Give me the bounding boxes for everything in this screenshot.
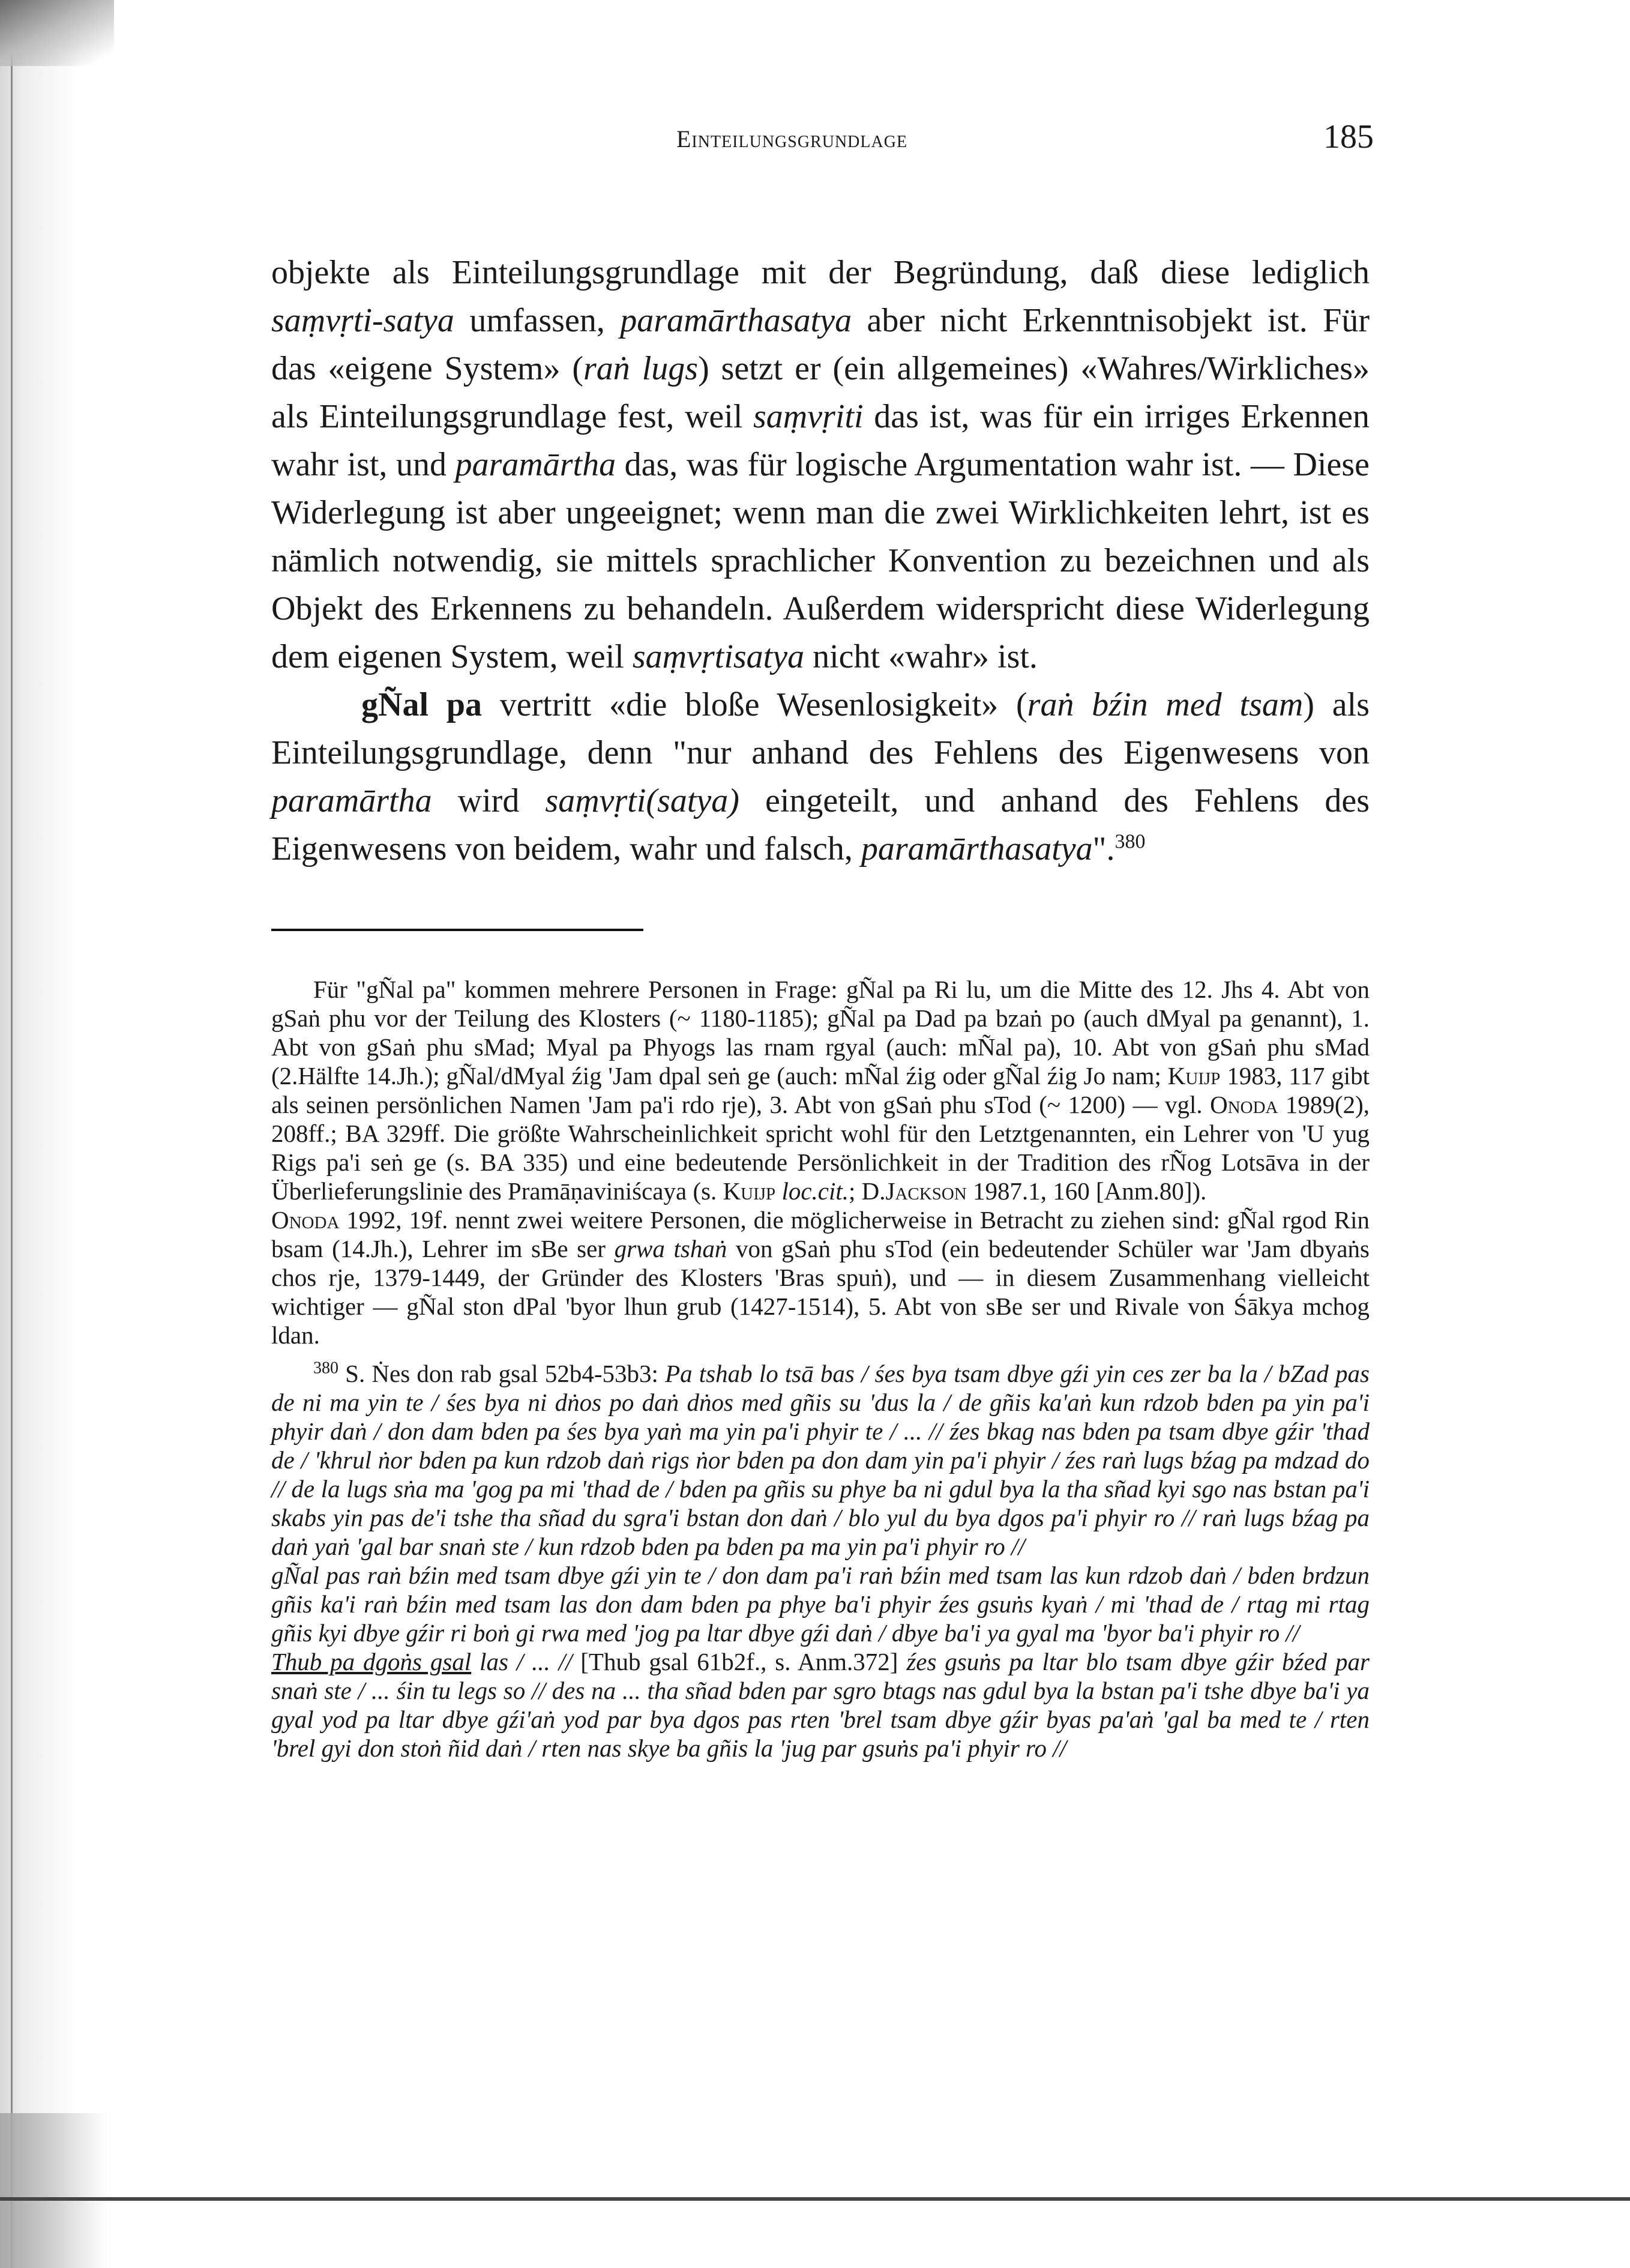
text-run: ". — [1092, 830, 1115, 867]
text-run: Kuijp — [723, 1177, 776, 1205]
running-head: Einteilungsgrundlage — [676, 125, 908, 152]
text-run: saṃvṛti-satya — [271, 302, 454, 339]
text-run: paramārthasatya — [620, 302, 852, 339]
text-run: 1983, 117 gibt als seinen persönlichen Namen 'Jam pa'i rdo rje), 3. Abt von gSaṅ phu sTod (~ 1200) — vgl. — [271, 1062, 1370, 1118]
text-run: ) als Einteilungsgrundlage, denn "nur anhand des Fehlens des Eigenwesens von — [271, 686, 1370, 771]
text-run: das, was für logische Argumentation wahr ist. — Diese Widerlegung ist aber ungeeignet; wenn man die zwei Wirklichkeiten lehrt, ist es nämlich notwendig, sie mittels sprachlicher Konvention zu bezeichnen und als Objekt des Erkennens zu behandeln. Außerdem widerspricht diese Widerlegung dem eigenen System, weil — [271, 446, 1370, 675]
text-run: aber nicht Erkenntnisobjekt ist. Für das «eigene System» ( — [271, 302, 1370, 387]
text-run: paramārtha — [271, 782, 432, 819]
footnote-separator — [271, 929, 643, 931]
scan-bottom-edge — [0, 2197, 1630, 2201]
footnote-379-part-1 — [271, 975, 1370, 1205]
text-run: wird — [432, 782, 546, 819]
text-run: saṃvṛti(satya) — [545, 782, 739, 819]
text-run — [775, 1177, 781, 1205]
text-run: las / ... // — [471, 1648, 573, 1675]
text-run: eingeteilt, und anhand des Fehlens des Eigenwesens von beidem, wahr und falsch, — [271, 782, 1370, 867]
footnote-379-part-2 — [271, 1205, 1370, 1350]
text-run: Onoda — [271, 1206, 340, 1234]
text-run: 1989(2), 208ff.; BA 329ff. Die größte Wahrscheinlichkeit spricht wohl für den Letztgenannten, ein Lehrer von 'U yug Rigs pa'i seṅ ge (s. BA 335) und eine bedeutende Persönlichkeit in der Tradition des rÑog Lotsāva in der Überlieferungslinie des Pramāṇaviniścaya (s. — [271, 1091, 1370, 1205]
text-run: raṅ bźin med tsam — [1027, 686, 1304, 723]
body-paragraph-1 — [271, 249, 1370, 681]
text-run: Kuijp — [1167, 1062, 1221, 1090]
text-run: ; D. — [849, 1177, 886, 1205]
text-run: vertritt «die bloße Wesenlosigkeit» ( — [481, 686, 1027, 723]
text-run: objekte als Einteilungsgrundlage mit der Begründung, daß diese lediglich — [271, 254, 1370, 291]
footnote-380-text — [271, 1360, 1370, 1560]
text-run: saṃvṛiti — [753, 398, 864, 435]
footnote-ref-380[interactable]: 380 — [1114, 830, 1146, 853]
text-run: das ist, was für ein irriges Erkennen wahr ist, und — [271, 398, 1370, 483]
text-run: grwa tshaṅ — [614, 1235, 727, 1262]
text-run: Pa tshab lo tsā bas / śes bya tsam dbye gźi yin ces zer ba la / bZad pas de ni ma yin te / śes bya ni dṅos po daṅ dṅos med gñis su 'dus la / de gñis ka'aṅ kun rdzob bden pa yin pa'i phyir daṅ / don dam bden pa śes bya yaṅ ma yin pa'i phyir te / ... // źes bkag nas bden pa tsam dbye gźir 'thad de / 'khrul ṅor bden pa kun rdzob daṅ rigs ṅor bden pa don dam yin pa'i phyir / źes raṅ lugs bźag pa mdzad do // de la lugs sṅa ma 'gog pa mi 'thad de / bden pa gñis su phye ba ni gdul bya la tha sñad kyi sgo nas bstan pa'i skabs yin pas de'i tshe tha sñad du sgra'i bstan don daṅ / blo yul du bya dgos pa'i phyir ro // raṅ lugs bźag pa daṅ yaṅ 'gal bar snaṅ ste / kun rdzob bden pa bden pa ma yin pa'i phyir ro // — [271, 1360, 1370, 1560]
text-run: S. Ṅes don rab gsal 52b4-53b3: — [338, 1360, 666, 1387]
text-run: Für "gÑal pa" kommen mehrere Personen in Frage: gÑal pa Ri lu, um die Mitte des 12. Jhs 4. Abt von gSaṅ phu vor der Teilung des Klosters (~ 1180-1185); gÑal pa Dad pa bzaṅ po (auch dMyal pa genannt), 1. Abt von gSaṅ phu sMad; Myal pa Phyogs las rnam rgyal (auch: mÑal pa), 10. Abt von gSaṅ phu sMad (2.Hälfte 14.Jh.); gÑal/dMyal źig 'Jam dpal seṅ ge (auch: mÑal źig oder gÑal źig Jo nam; — [271, 976, 1370, 1090]
text-run: saṃvṛtisatya — [632, 638, 805, 675]
footnote-380-part-2: gÑal pas raṅ bźin med tsam dbye gźi yin te / don dam pa'i raṅ bźin med tsam las kun rdzob daṅ / bden brdzun gñis ka'i raṅ bźin med tsam las don dam bden pa phye ba'i phyir źes gsuṅs kyaṅ / mi 'thad de / rtag mi rtag gñis kyi dbye gźir ri boṅ gi rwa med 'jog pa ltar dbye gźi daṅ / dbye ba'i ya gyal ma 'byor ba'i phyir ro // — [271, 1561, 1370, 1647]
scan-binding-line — [11, 0, 13, 2268]
footnote-380-part-1 — [271, 1359, 1370, 1561]
scan-shadow-bottom — [0, 2113, 108, 2268]
text-run: Onoda — [1210, 1091, 1278, 1118]
text-run: 1992, 19f. nennt zwei weitere Personen, die möglicherweise in Betracht zu ziehen sind: gÑal rgod Rin bsam (14.Jh.), Lehrer im sBe ser — [271, 1206, 1370, 1262]
footnote-380-part-3 — [271, 1647, 1370, 1763]
text-run: umfassen, — [454, 302, 621, 339]
text-run: Jackson — [885, 1177, 967, 1205]
body-paragraph-2 — [271, 681, 1370, 873]
text-run: ) setzt er (ein allgemeines) «Wahres/Wirkliches» als Einteilungsgrundlage fest, weil — [271, 350, 1370, 435]
text-run: gÑal pa — [361, 686, 482, 723]
text-run: von gSaṅ phu sTod (ein bedeutender Schüler war 'Jam dbyaṅs chos rje, 1379-1449, der Gründer des Klosters 'Bras spuṅ), und — in diesem Zusammenhang vielleicht wichtiger — gÑal ston dPal 'byor lhun grub (1427-1514), 5. Abt von sBe ser und Rivale von Śākya mchog ldan. — [271, 1235, 1370, 1349]
footnote-number-380: 380 — [313, 1359, 338, 1378]
main-text — [271, 249, 1370, 873]
scan-shadow-top — [0, 0, 114, 66]
text-run: nicht «wahr» ist. — [804, 638, 1038, 675]
text-run: paramārtha — [455, 446, 616, 483]
text-run: Thub pa dgoṅs gsal — [271, 1648, 472, 1675]
text-run: raṅ lugs — [583, 350, 699, 387]
text-run: paramārthasatya — [861, 830, 1093, 867]
text-run: loc.cit. — [781, 1177, 849, 1205]
page-number: 185 — [1323, 118, 1374, 155]
text-run: [Thub gsal 61b2f., s. Anm.372] — [572, 1648, 907, 1675]
text-run: 1987.1, 160 [Anm.80]). — [966, 1177, 1207, 1205]
text-run: źes gsuṅs pa ltar blo tsam dbye gźir bźed par snaṅ ste / ... śin tu legs so // des na ... tha sñad bden par sgro btags nas gdul bya la bstan pa'i tshe dbye ba'i ya gyal yod pa ltar dbye gźi'aṅ yod par bya dgos pas rten 'brel tsam dbye gźir byas pa'aṅ 'gal ba med te / rten 'brel gyi don stoṅ ñid daṅ / rten nas skye ba gñis la 'jug par gsuṅs pa'i phyir ro // — [271, 1648, 1370, 1762]
footnotes — [271, 975, 1370, 1763]
body-paragraph-2-text — [271, 686, 1370, 867]
